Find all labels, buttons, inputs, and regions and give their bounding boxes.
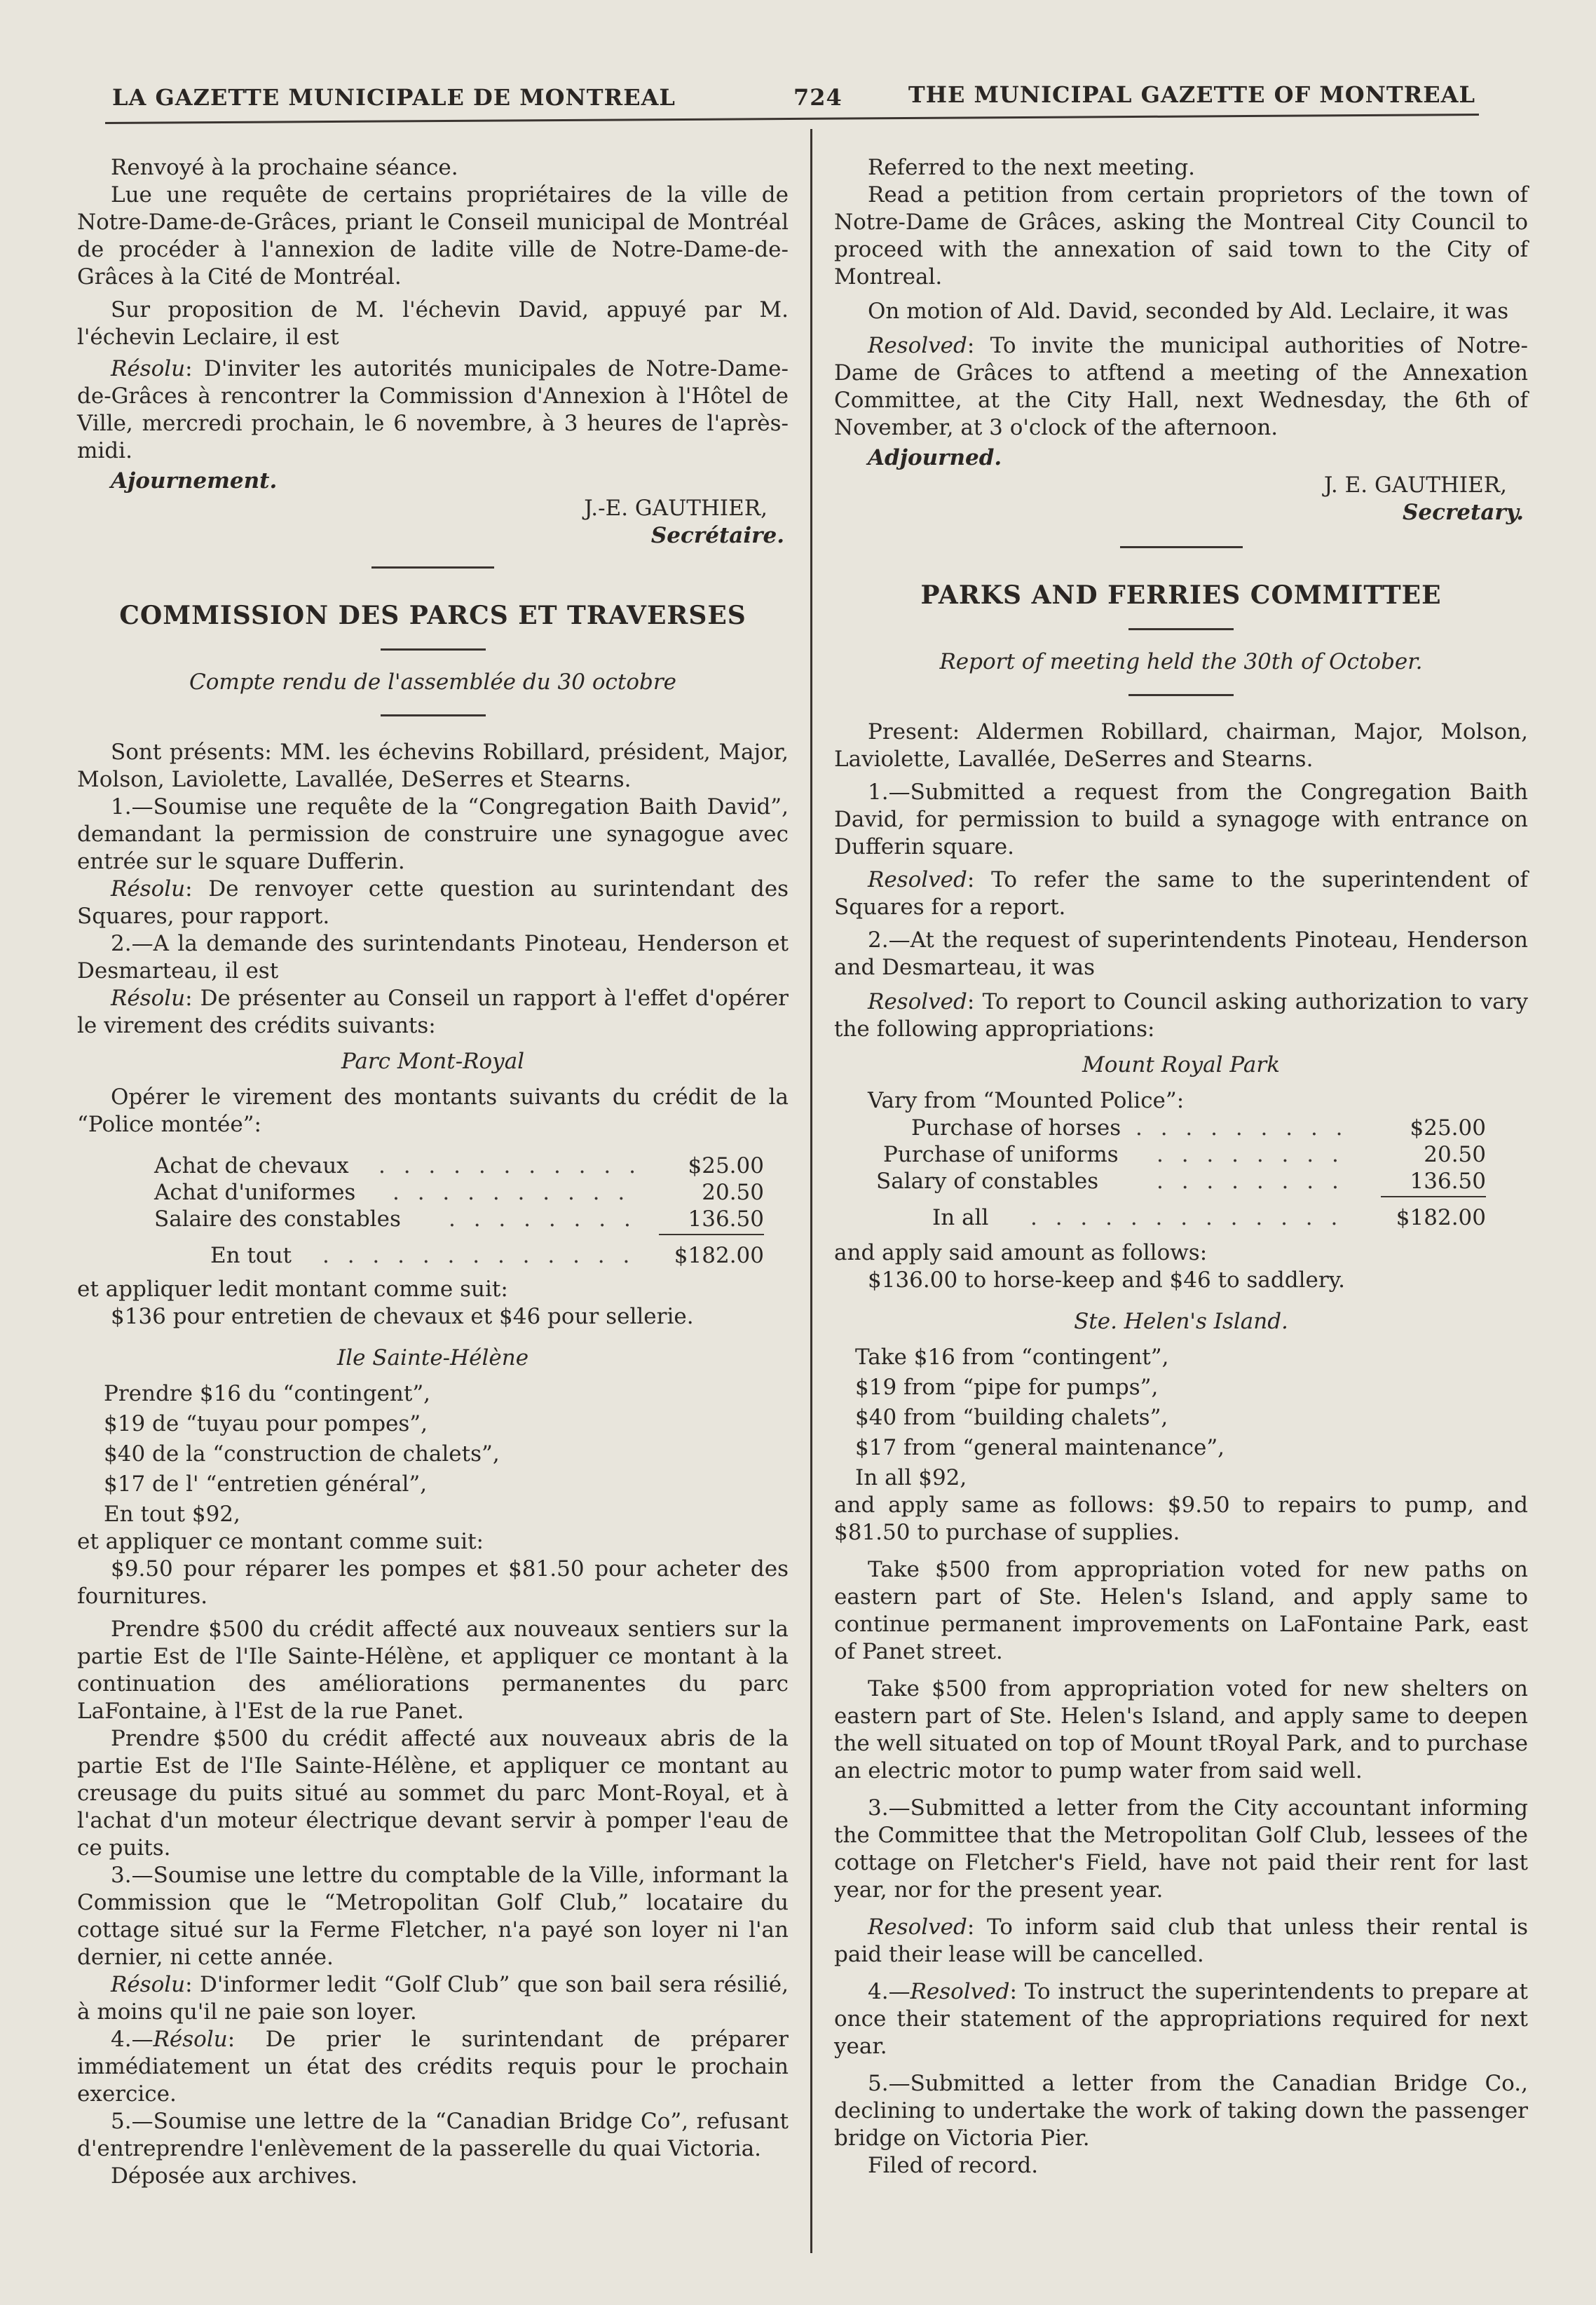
- paragraph: et appliquer ce montant comme suit:: [77, 1529, 484, 1554]
- ledger-total: [154, 1242, 764, 1269]
- filed-note: Filed of record.: [868, 2153, 1039, 2178]
- resolution-label: Résolu: [111, 986, 186, 1011]
- adjournment: Adjourned.: [868, 445, 1002, 470]
- item-5: 5.—Soumise une lettre de la “Canadian Bridge Co”, refusant d'entreprendre l'enlèvement de la passerelle du quai Victoria.: [77, 2109, 789, 2161]
- section-subtitle: Report of meeting held the 30th of October.: [939, 649, 1423, 674]
- paragraph: $9.50 pour réparer les pompes et $81.50 pour acheter des fournitures.: [77, 1556, 789, 1609]
- resolution-label: Resolved: [910, 1979, 1010, 2004]
- ledger-row: [154, 1152, 764, 1179]
- ledger-label: Achat de chevaux: [154, 1153, 349, 1178]
- ledger-row: [154, 1179, 764, 1206]
- resolution-label: Résolu: [153, 2027, 228, 2052]
- paragraph: et appliquer ledit montant comme suit:: [77, 1277, 508, 1302]
- transfer-item: En tout $92,: [104, 1502, 240, 1527]
- ledger-amount: 20.50: [702, 1180, 764, 1205]
- ledger-row: [876, 1141, 1486, 1168]
- resolution: [834, 988, 1528, 1043]
- header-title-en: THE MUNICIPAL GAZETTE OF MONTREAL: [908, 81, 1475, 108]
- item-2: 2.—At the request of superintendents Pinoteau, Henderson and Desmarteau, it was: [834, 927, 1528, 980]
- resolution-label: Résolu: [111, 1972, 186, 1997]
- resolution-text: : D'informer ledit “Golf Club” que son bail sera résilié, à moins qu'il ne paie son loyer.: [77, 1972, 789, 2025]
- resolution: [834, 1914, 1528, 1969]
- transfer-item: Prendre $16 du “contingent”,: [104, 1381, 431, 1406]
- paragraph: Take $500 from appropriation voted for new shelters on eastern part of Ste. Helen's Island, and apply same to deepen the well situated on top of Mount tRoyal Park, and to purchase an electric motor to pump water from said well.: [834, 1676, 1528, 1783]
- attendance: Present: Aldermen Robillard, chairman, Major, Molson, Laviolette, Lavallée, DeSerres and Stearns.: [834, 719, 1528, 772]
- column-english: [834, 154, 1528, 2180]
- resolution-text: : To instruct the superintendents to prepare at once their statement of the appropriations required for next year.: [834, 1979, 1528, 2059]
- ledger-label: Salaire des constables: [154, 1206, 401, 1232]
- item-2: 2.—A la demande des surintendants Pinoteau, Henderson et Desmarteau, il est: [77, 931, 789, 984]
- paragraph: Vary from “Mounted Police”:: [868, 1088, 1185, 1113]
- total-label: In all: [932, 1205, 989, 1230]
- section-title: PARKS AND FERRIES COMMITTEE: [920, 580, 1442, 610]
- resolution-text: : To refer the same to the superintendent of Squares for a report.: [834, 867, 1528, 920]
- ledger-amount: 20.50: [1424, 1142, 1486, 1167]
- park-heading: Ile Sainte-Hélène: [336, 1345, 529, 1371]
- resolution-label: Resolved: [868, 989, 967, 1014]
- item-number: 4.—: [868, 1979, 910, 2004]
- paragraph: $136.00 to horse-keep and $46 to saddlery.: [868, 1267, 1345, 1293]
- filed-note: Déposée aux archives.: [111, 2163, 358, 2189]
- adjournment: Ajournement.: [111, 468, 278, 494]
- item-number: 4.—: [111, 2027, 154, 2052]
- item-4: [834, 1978, 1528, 2060]
- resolution: [77, 876, 789, 930]
- divider: [381, 648, 486, 651]
- ledger-amount: 136.50: [688, 1206, 764, 1232]
- ledger-label: Purchase of uniforms: [883, 1142, 1119, 1167]
- total-amount: $182.00: [1396, 1205, 1486, 1230]
- divider: [1120, 546, 1243, 548]
- resolution: [77, 355, 789, 465]
- transfer-item: $19 de “tuyau pour pompes”,: [104, 1411, 428, 1436]
- paragraph: $136 pour entretien de chevaux et $46 pour sellerie.: [111, 1304, 694, 1329]
- divider: [371, 566, 494, 569]
- divider: [1128, 694, 1234, 696]
- resolution: [77, 1971, 789, 2026]
- resolution-label: Resolved: [868, 867, 967, 892]
- paragraph: and apply said amount as follows:: [834, 1240, 1208, 1265]
- ledger-row: [154, 1206, 764, 1232]
- paragraph: Opérer le virement des montants suivants du crédit de la “Police montée”:: [77, 1084, 789, 1137]
- leader-dots: . . . . . . . .: [449, 1206, 636, 1232]
- transfer-item: $40 de la “construction de chalets”,: [104, 1441, 500, 1467]
- paragraph: Renvoyé à la prochaine séance.: [111, 155, 458, 180]
- resolution-label: Résolu: [111, 356, 186, 381]
- ledger: [154, 1152, 764, 1269]
- item-3: 3.—Submitted a letter from the City accountant informing the Committee that the Metropolitan Golf Club, lessees of the cottage on Fletcher's Field, have not paid their rent for last year, nor for the present year.: [834, 1795, 1528, 1903]
- resolution-text: : To report to Council asking authorization to vary the following appropriations:: [834, 989, 1528, 1042]
- ledger-amount: $25.00: [688, 1153, 764, 1178]
- paragraph: Sur proposition de M. l'échevin David, appuyé par M. l'échevin Leclaire, il est: [77, 297, 789, 350]
- leader-dots: . . . . . . . .: [1157, 1169, 1344, 1194]
- divider: [1128, 628, 1234, 630]
- resolution-label: Résolu: [111, 876, 186, 902]
- leader-dots: . . . . . . . . .: [1135, 1115, 1349, 1141]
- resolution: [834, 866, 1528, 921]
- paragraph: Read a petition from certain proprietors of the town of Notre-Dame de Grâces, asking the Montreal City Council to proceed with the annexation of said town to the City of Montreal.: [834, 182, 1528, 290]
- resolution-text: : De présenter au Conseil un rapport à l'effet d'opérer le virement des crédits suivants:: [77, 986, 789, 1038]
- transfer-item: $17 de l' “entretien général”,: [104, 1471, 428, 1497]
- paragraph: Referred to the next meeting.: [868, 155, 1196, 180]
- item-4: [77, 2026, 789, 2108]
- ledger-label: Salary of constables: [876, 1169, 1099, 1194]
- total-amount: $182.00: [674, 1243, 764, 1268]
- resolution-label: Resolved: [868, 1915, 967, 1940]
- leader-dots: . . . . . . . .: [1157, 1142, 1344, 1167]
- ledger-amount: 136.50: [1410, 1169, 1486, 1194]
- transfer-item: In all $92,: [855, 1465, 967, 1490]
- resolution-text: : De renvoyer cette question au surintendant des Squares, pour rapport.: [77, 876, 789, 929]
- signature-title: Secrétaire.: [650, 523, 784, 548]
- leader-dots: . . . . . . . . . . . . .: [1030, 1205, 1344, 1230]
- paragraph: Lue une requête de certains propriétaires de la ville de Notre-Dame-de-Grâces, priant le Conseil municipal de Montréal de procéder à l'annexion de ladite ville de Notre-Dame-de-Grâces à la Cité de Montréal.: [77, 182, 789, 290]
- paragraph: Prendre $500 du crédit affecté aux nouveaux abris de la partie Est de l'Ile Sainte-Hélène, et appliquer ce montant au creusage du puits situé au sommet du parc Mont-Royal, et à l'achat d'un moteur électrique devant servir à pomper l'eau de ce puits.: [77, 1726, 789, 1861]
- column-french: [77, 154, 789, 2190]
- signature-name: J.-E. GAUTHIER,: [584, 496, 768, 521]
- transfer-list: [77, 1380, 789, 1528]
- column-divider: [810, 129, 812, 2253]
- item-1: 1.—Submitted a request from the Congregation Baith David, for permission to build a synagoge with entrance on Dufferin square.: [834, 780, 1528, 859]
- ledger-total: [876, 1204, 1486, 1231]
- park-heading: Ste. Helen's Island.: [1074, 1309, 1288, 1334]
- divider: [381, 714, 486, 716]
- ledger-label: Achat d'uniformes: [154, 1180, 356, 1205]
- transfer-list: [834, 1344, 1528, 1492]
- park-heading: Parc Mont-Royal: [341, 1049, 525, 1074]
- paragraph: and apply same as follows: $9.50 to repairs to pump, and $81.50 to purchase of supplies.: [834, 1493, 1528, 1545]
- leader-dots: . . . . . . . . . .: [393, 1180, 631, 1205]
- attendance: Sont présents: MM. les échevins Robillard, président, Major, Molson, Laviolette, Lavallée, DeSerres et Stearns.: [77, 740, 789, 792]
- resolution-text: : To invite the municipal authorities of Notre-Dame de Grâces to atftend a meeting of the Annexation Committee, at the City Hall, next Wednesday, the 6th of November, at 3 o'clock of the afternoon.: [834, 333, 1528, 440]
- transfer-item: $19 from “pipe for pumps”,: [855, 1375, 1159, 1400]
- resolution-text: : De prier le surintendant de préparer immédiatement un état des crédits requis pour le prochain exercice.: [77, 2027, 789, 2107]
- paragraph: On motion of Ald. David, seconded by Ald. Leclaire, it was: [868, 299, 1509, 324]
- ledger-amount: $25.00: [1410, 1115, 1486, 1141]
- item-3: 3.—Soumise une lettre du comptable de la Ville, informant la Commission que le “Metropolitan Golf Club,” locataire du cottage situé sur la Ferme Fletcher, n'a payé son loyer ni l'an dernier, ni cette année.: [77, 1863, 789, 1970]
- total-rule: [1381, 1196, 1486, 1197]
- section-subtitle: Compte rendu de l'assemblée du 30 octobre: [189, 669, 677, 695]
- ledger-row: [876, 1115, 1486, 1141]
- resolution-text: : D'inviter les autorités municipales de Notre-Dame-de-Grâces à rencontrer la Commission d'Annexion à l'Hôtel de Ville, mercredi prochain, le 6 novembre, à 3 heures de l'après-midi.: [77, 356, 789, 463]
- leader-dots: . . . . . . . . . . . . .: [322, 1243, 636, 1268]
- signature-name: J. E. GAUTHIER,: [1323, 472, 1507, 498]
- transfer-item: $17 from “general maintenance”,: [855, 1435, 1225, 1460]
- page-number: 724: [793, 84, 843, 111]
- signature-title: Secretary.: [1402, 500, 1524, 525]
- resolution-text: : To inform said club that unless their rental is paid their lease will be cancelled.: [834, 1915, 1528, 1967]
- transfer-item: Take $16 from “contingent”,: [855, 1345, 1169, 1370]
- section-title: COMMISSION DES PARCS ET TRAVERSES: [119, 601, 746, 630]
- ledger: [876, 1115, 1486, 1231]
- item-5: 5.—Submitted a letter from the Canadian Bridge Co., declining to undertake the work of taking down the passenger bridge on Victoria Pier.: [834, 2071, 1528, 2151]
- total-label: En tout: [210, 1243, 292, 1268]
- leader-dots: . . . . . . . . . . .: [378, 1153, 641, 1178]
- item-1: 1.—Soumise une requête de la “Congregation Baith David”, demandant la permission de construire une synagogue avec entrée sur le square Dufferin.: [77, 794, 789, 874]
- park-heading: Mount Royal Park: [1082, 1052, 1280, 1077]
- ledger-label: Purchase of horses: [911, 1115, 1121, 1141]
- total-rule: [659, 1234, 764, 1235]
- transfer-item: $40 from “building chalets”,: [855, 1405, 1168, 1430]
- resolution: [77, 985, 789, 1040]
- resolution: [834, 332, 1528, 442]
- paragraph: Take $500 from appropriation voted for new paths on eastern part of Ste. Helen's Island, and apply same to continue permanent improvements on LaFontaine Park, east of Panet street.: [834, 1557, 1528, 1664]
- paragraph: Prendre $500 du crédit affecté aux nouveaux sentiers sur la partie Est de l'Ile Sainte-Hélène, et appliquer ce montant à la continuation des améliorations permanentes du parc LaFontaine, à l'Est de la rue Panet.: [77, 1617, 789, 1724]
- ledger-row: [876, 1168, 1486, 1195]
- resolution-label: Resolved: [868, 333, 967, 358]
- header-title-fr: LA GAZETTE MUNICIPALE DE MONTREAL: [112, 84, 676, 111]
